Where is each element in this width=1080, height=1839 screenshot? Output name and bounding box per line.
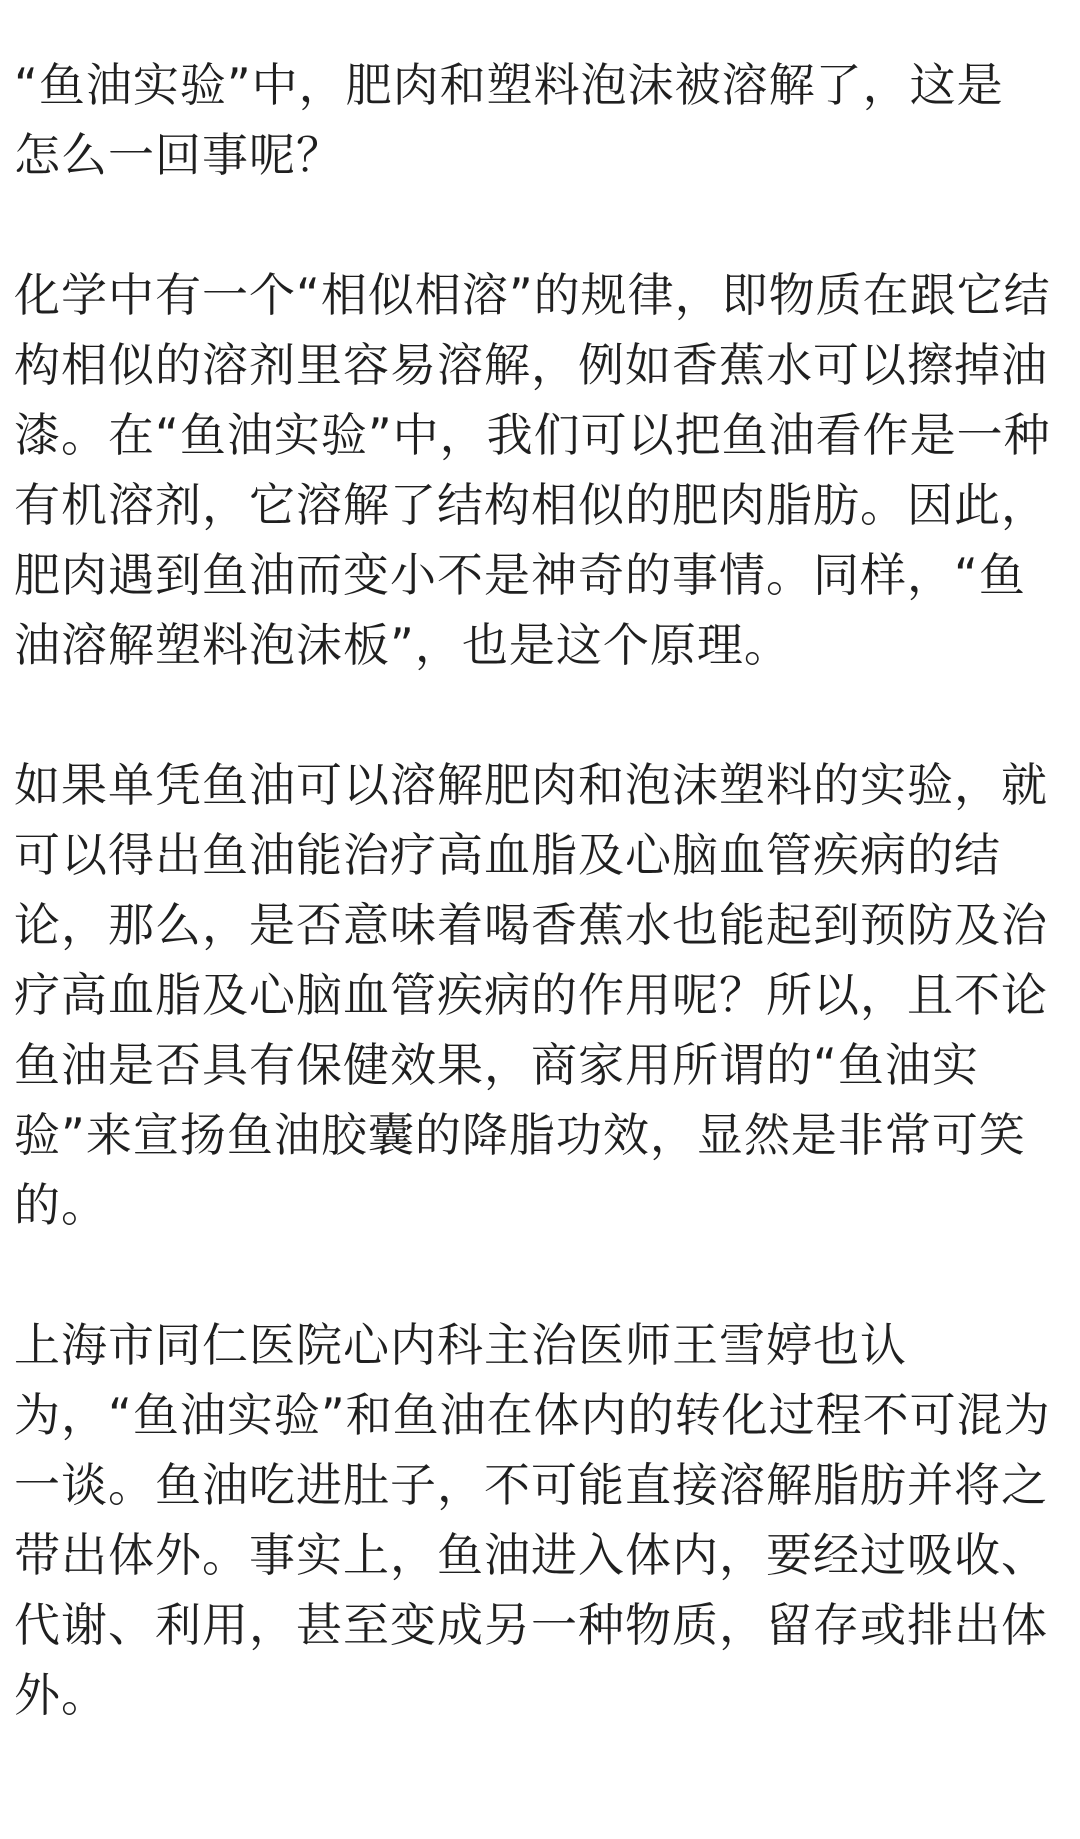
text-line: 有机溶剂，它溶解了结构相似的肥肉脂肪。因此， — [14, 478, 1048, 532]
text-line: 肥肉遇到鱼油而变小不是神奇的事情。同样，“鱼 — [14, 548, 1026, 602]
text-line: 怎么一回事呢？ — [14, 128, 343, 182]
text-line: 外。 — [14, 1668, 108, 1722]
text-line: 验”来宣扬鱼油胶囊的降脂功效，显然是非常可笑 — [14, 1108, 1026, 1162]
text-line: 代谢、利用，甚至变成另一种物质，留存或排出体 — [14, 1598, 1048, 1652]
text-line: 上海市同仁医院心内科主治医师王雪婷也认 — [14, 1318, 907, 1372]
paragraph-4 — [14, 1310, 1069, 1730]
paragraph-3 — [14, 750, 1069, 1240]
text-line: 可以得出鱼油能治疗高血脂及心脑血管疾病的结 — [14, 828, 1001, 882]
text-line: 化学中有一个“相似相溶”的规律，即物质在跟它结 — [14, 268, 1051, 322]
text-line: 构相似的溶剂里容易溶解，例如香蕉水可以擦掉油 — [14, 338, 1048, 392]
text-line: 一谈。鱼油吃进肚子，不可能直接溶解脂肪并将之 — [14, 1458, 1048, 1512]
text-line: “鱼油实验”中，肥肉和塑料泡沫被溶解了，这是 — [14, 58, 1004, 112]
text-line: 带出体外。事实上，鱼油进入体内，要经过吸收、 — [14, 1528, 1048, 1582]
text-line: 漆。在“鱼油实验”中，我们可以把鱼油看作是一种 — [14, 408, 1051, 462]
paragraph-1 — [14, 50, 1069, 190]
text-line: 油溶解塑料泡沫板”，也是这个原理。 — [14, 618, 791, 672]
text-line: 鱼油是否具有保健效果，商家用所谓的“鱼油实 — [14, 1038, 979, 1092]
text-line: 疗高血脂及心脑血管疾病的作用呢？所以，且不论 — [14, 968, 1048, 1022]
text-line: 为，“鱼油实验”和鱼油在体内的转化过程不可混为 — [14, 1388, 1051, 1442]
paragraph-2 — [14, 260, 1069, 680]
text-line: 的。 — [14, 1178, 108, 1232]
article-body — [14, 50, 1069, 1800]
text-line: 论，那么，是否意味着喝香蕉水也能起到预防及治 — [14, 898, 1048, 952]
text-line: 如果单凭鱼油可以溶解肥肉和泡沫塑料的实验，就 — [14, 758, 1048, 812]
